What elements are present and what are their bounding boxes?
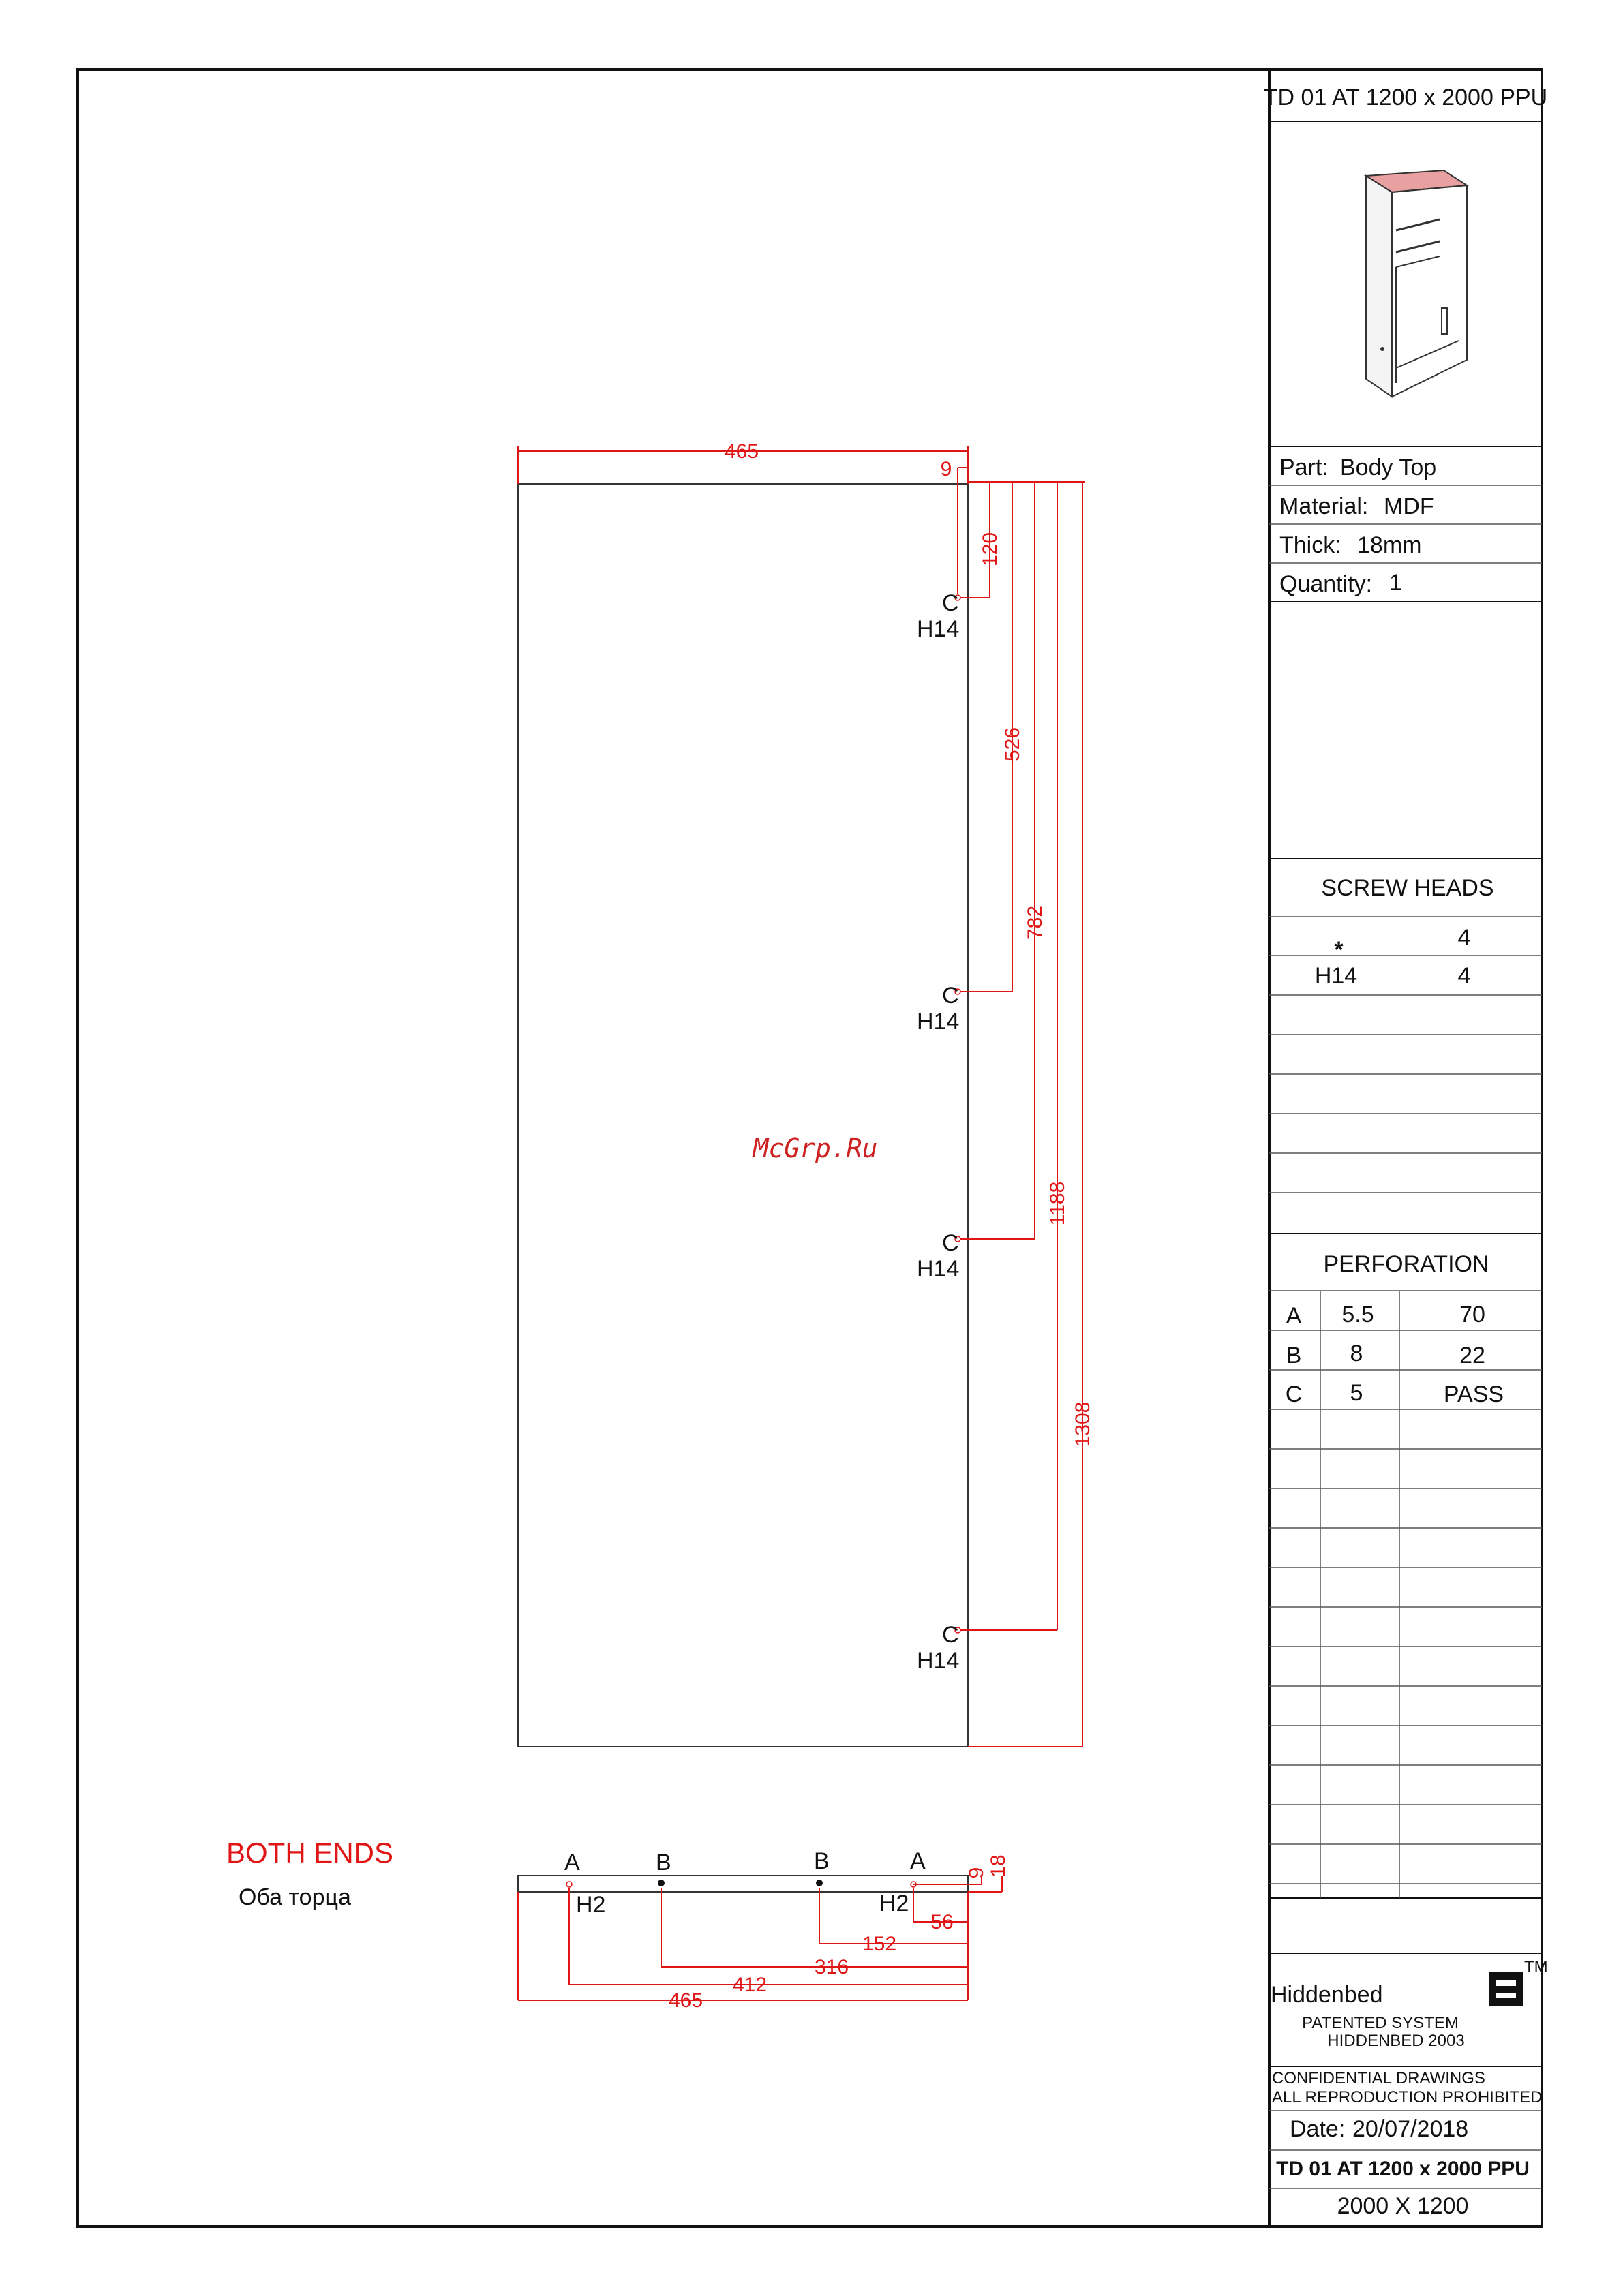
end-view (226, 1837, 1010, 2012)
hole-2-screw: H14 (917, 1009, 960, 1035)
end-view-outline (518, 1876, 968, 1892)
hole-2-code: C (942, 983, 959, 1009)
part-outline (518, 484, 968, 1747)
dim-152: 152 (862, 1933, 897, 1955)
dim-120: 120 (979, 532, 1001, 567)
title-block-grid (1269, 121, 1542, 2188)
dim-1308: 1308 (1072, 1401, 1094, 1448)
part-label: Part: (1279, 455, 1329, 480)
end-letter-a-left: A (564, 1850, 580, 1876)
dim-1188: 1188 (1046, 1181, 1069, 1226)
both-ends-label: BOTH ENDS (226, 1837, 394, 1869)
watermark: McGrp.Ru (753, 1133, 878, 1163)
hole-1-code: C (942, 590, 959, 616)
screw-h14-count: 4 (1457, 963, 1471, 989)
both-ends-label-ru: Оба торца (239, 1884, 351, 1910)
title-block-header: TD 01 AT 1200 x 2000 PPU (1263, 85, 1548, 110)
dim-526: 526 (1001, 726, 1024, 762)
end-h2-right: H2 (879, 1891, 909, 1916)
dim-end-9: 9 (965, 1867, 988, 1879)
perf-c-code: C (1285, 1381, 1303, 1407)
hole-1-screw: H14 (917, 616, 960, 642)
end-letter-a-right: A (910, 1848, 926, 1874)
thick-value: 18mm (1357, 532, 1422, 558)
dim-782: 782 (1024, 905, 1046, 940)
screw-heads-title: SCREW HEADS (1321, 875, 1494, 901)
brand-tm: TM (1524, 1958, 1548, 1976)
perf-c-depth: PASS (1443, 1381, 1504, 1407)
perf-b-depth: 22 (1459, 1343, 1485, 1368)
dim-56: 56 (930, 1911, 954, 1933)
end-letter-b-left: B (656, 1850, 671, 1876)
screw-h14-label: H14 (1314, 963, 1358, 989)
dim-465-end: 465 (668, 1989, 703, 2012)
perf-a-depth: 70 (1459, 1302, 1485, 1328)
date-value: 20/07/2018 (1352, 2116, 1469, 2142)
material-label: Material: (1279, 493, 1369, 519)
model-name: TD 01 AT 1200 x 2000 PPU (1276, 2158, 1530, 2180)
hole-3-code: C (942, 1230, 959, 1256)
top-view (518, 440, 1094, 1747)
brand-logo-icon (1489, 1972, 1523, 2006)
dim-edge-9: 9 (940, 458, 952, 480)
end-letter-b-right: B (814, 1848, 830, 1874)
perf-b-code: B (1286, 1343, 1302, 1368)
quantity-value: 1 (1389, 570, 1402, 596)
quantity-label: Quantity: (1279, 571, 1373, 597)
date-label: Date: (1290, 2116, 1346, 2142)
patent-line-2: HIDDENBED 2003 (1327, 2032, 1465, 2050)
hole-4-code: C (942, 1622, 959, 1648)
screw-asterisk-label: * (1334, 937, 1344, 963)
dim-412: 412 (732, 1974, 768, 1996)
cabinet-thumbnail (1366, 170, 1467, 397)
thick-label: Thick: (1279, 532, 1341, 558)
perf-c-dia: 5 (1350, 1380, 1363, 1406)
part-value: Body Top (1340, 455, 1437, 480)
dim-width-465: 465 (724, 440, 759, 463)
end-h2-left: H2 (576, 1892, 606, 1918)
model-size: 2000 X 1200 (1337, 2193, 1469, 2219)
hole-4-screw: H14 (917, 1648, 960, 1674)
dim-316: 316 (814, 1956, 849, 1978)
hole-3-screw: H14 (917, 1256, 960, 1282)
perf-a-dia: 5.5 (1341, 1302, 1374, 1328)
material-value: MDF (1384, 493, 1434, 519)
perforation-title: PERFORATION (1323, 1251, 1489, 1277)
confidential-line-2: ALL REPRODUCTION PROHIBITED (1272, 2088, 1543, 2107)
brand-name: Hiddenbed (1271, 1982, 1383, 2008)
perf-b-dia: 8 (1350, 1341, 1363, 1366)
confidential-line-1: CONFIDENTIAL DRAWINGS (1272, 2069, 1485, 2087)
screw-asterisk-count: 4 (1457, 925, 1471, 951)
dim-end-18: 18 (987, 1854, 1010, 1878)
patent-line-1: PATENTED SYSTEM (1302, 2014, 1459, 2032)
perf-a-code: A (1286, 1303, 1302, 1329)
